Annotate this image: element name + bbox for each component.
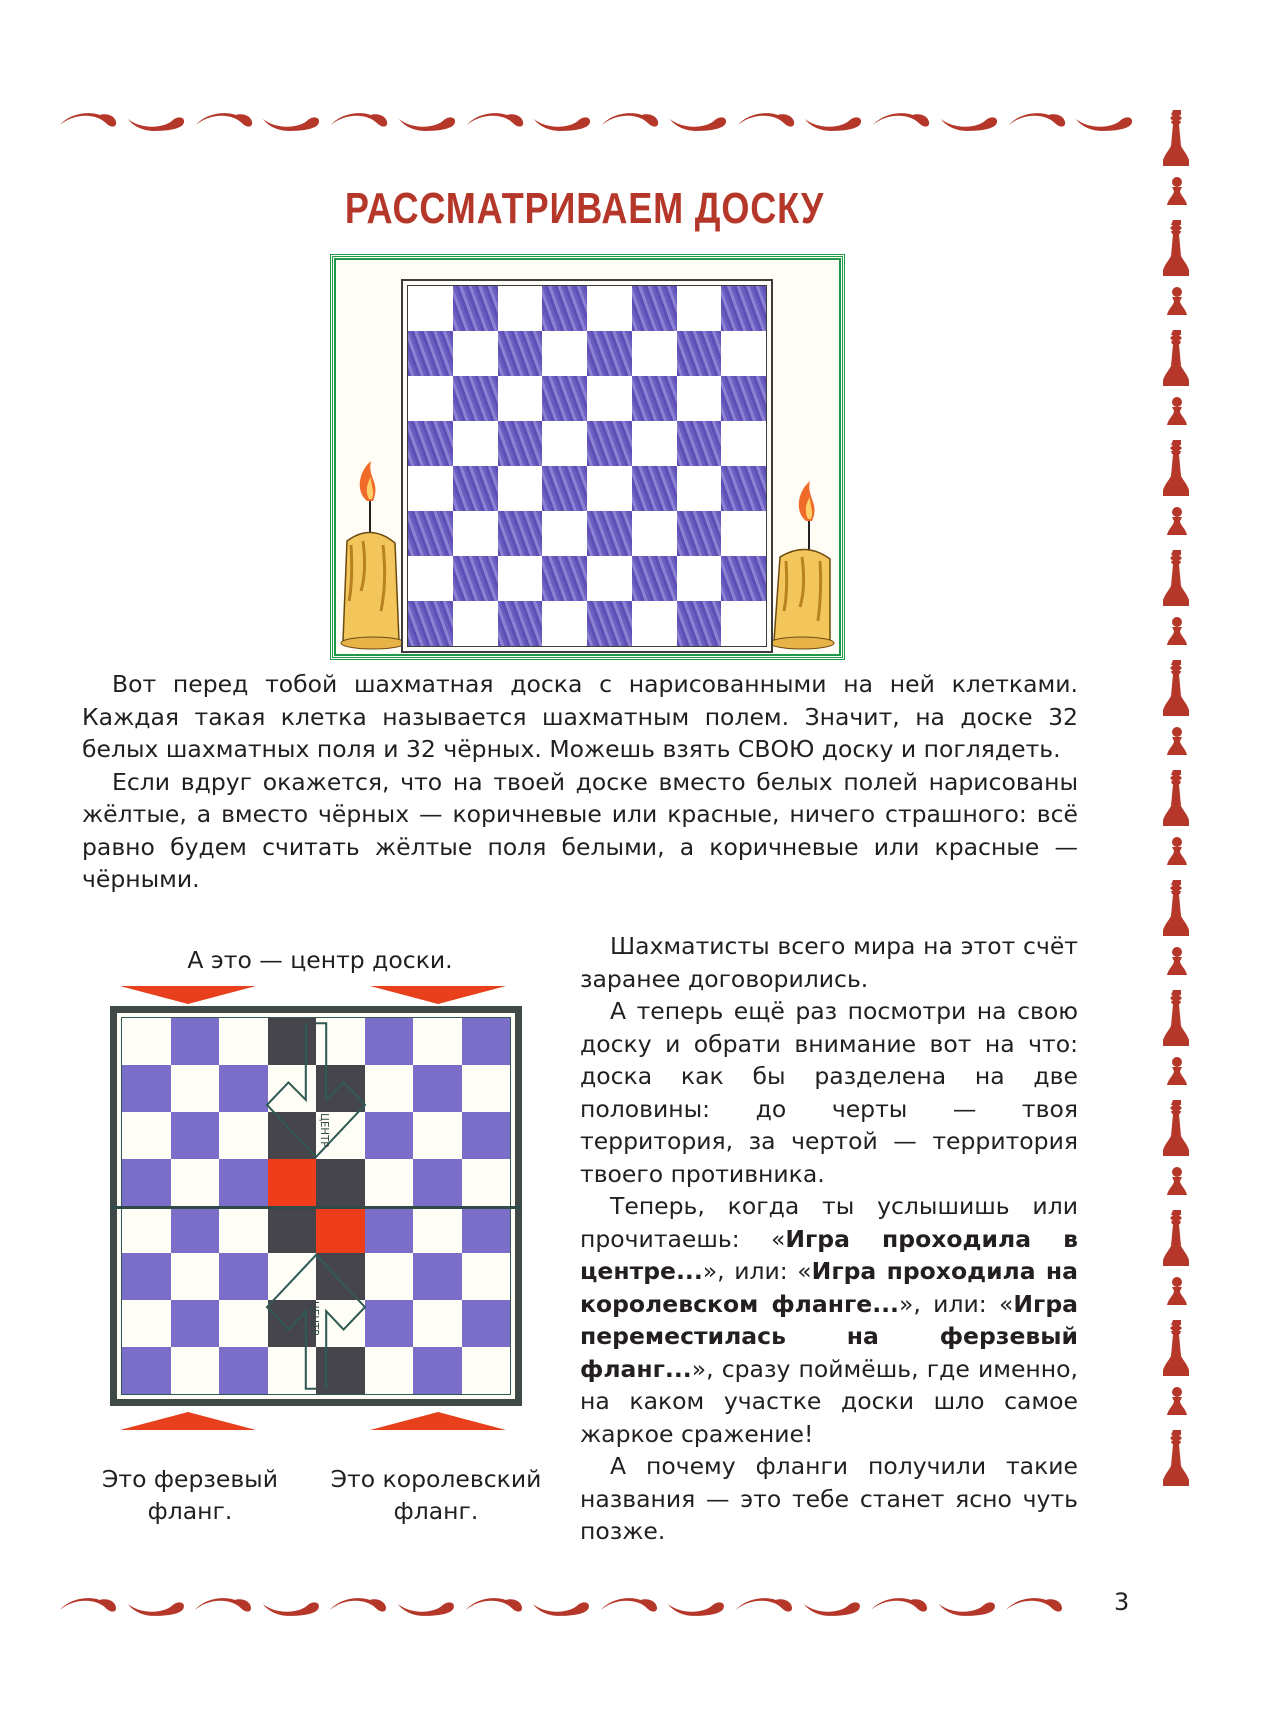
board-square	[453, 286, 498, 331]
board-square	[268, 1112, 317, 1159]
chessboard-frame	[401, 279, 773, 653]
board-square	[413, 1112, 462, 1159]
swash-icon	[1072, 109, 1136, 133]
swash-icon	[801, 109, 865, 133]
queen-flank-caption	[90, 1463, 290, 1527]
board-square	[171, 1206, 220, 1253]
text-span: Теперь, когда ты услышишь или прочитаешь: «	[580, 1192, 1078, 1253]
bottom-ornament-border	[56, 1591, 1066, 1621]
swash-icon	[327, 109, 391, 133]
board-square	[677, 286, 722, 331]
queen-flank-marker-icon	[120, 986, 256, 1004]
swash-icon	[259, 1594, 323, 1618]
chess-pawn-icon	[1166, 1386, 1188, 1416]
paragraph: Если вдруг окажется, что на твоей доске вместо белых полей нарисованы жёлтые, а вместо чёрных — коричневые или красные, ничего страшного: всё равно будем считать жёлтые поля белыми, а коричневые или красные — чёрными.	[82, 767, 1078, 893]
board-square	[721, 331, 766, 376]
board-square	[721, 466, 766, 511]
board-square	[498, 466, 543, 511]
board-square	[365, 1112, 414, 1159]
chess-queen-icon	[1163, 1428, 1191, 1488]
board-square	[268, 1347, 317, 1394]
swash-icon	[869, 109, 933, 133]
board-square	[677, 466, 722, 511]
board-square	[542, 511, 587, 556]
board-square	[171, 1347, 220, 1394]
paragraph	[580, 1190, 1078, 1450]
board-square	[721, 376, 766, 421]
board-square	[498, 556, 543, 601]
board-square	[632, 601, 677, 646]
board-square	[219, 1018, 268, 1065]
board-square	[587, 466, 632, 511]
chess-queen-icon	[1163, 328, 1191, 388]
board-square	[365, 1018, 414, 1065]
board-square	[122, 1018, 171, 1065]
intro-text	[82, 668, 1078, 896]
king-flank-marker-icon	[370, 986, 506, 1004]
board-dividing-line	[111, 1206, 521, 1209]
board-square	[498, 331, 543, 376]
svg-text:ЦЕНТР: ЦЕНТР	[307, 1300, 319, 1336]
caption-line: Это королевский	[330, 1465, 542, 1493]
swash-icon	[56, 1594, 120, 1618]
board-square	[316, 1018, 365, 1065]
board-square	[587, 601, 632, 646]
swash-icon	[734, 109, 798, 133]
swash-icon	[1005, 109, 1069, 133]
board-frame	[110, 1006, 522, 1406]
board-square	[316, 1112, 365, 1159]
board-square	[542, 421, 587, 466]
emphasis-phrase: Игра проходила в центре...	[580, 1224, 1078, 1285]
explanation-text	[580, 930, 1078, 1548]
board-square	[498, 511, 543, 556]
swash-icon	[326, 1594, 390, 1618]
board-square	[122, 1206, 171, 1253]
swash-icon	[1002, 1594, 1066, 1618]
chess-queen-icon	[1163, 658, 1191, 718]
board-square	[316, 1159, 365, 1206]
chess-pawn-icon	[1166, 286, 1188, 316]
page-title: РАССМАТРИВАЕМ ДОСКУ	[344, 184, 825, 233]
board-square	[632, 331, 677, 376]
board-square	[542, 466, 587, 511]
board-square	[721, 421, 766, 466]
board-square	[413, 1065, 462, 1112]
chess-pawn-icon	[1166, 836, 1188, 866]
swash-icon	[867, 1594, 931, 1618]
board-square	[122, 1300, 171, 1347]
board-square	[542, 556, 587, 601]
board-square	[122, 1253, 171, 1300]
board-square	[677, 421, 722, 466]
board-square	[219, 1253, 268, 1300]
swash-icon	[800, 1594, 864, 1618]
paragraph: Шахматисты всего мира на этот счёт заранее договорились.	[580, 932, 1078, 993]
board-square	[632, 376, 677, 421]
paragraph: Вот перед тобой шахматная доска с нарисованными на ней клетками. Каждая такая клетка называется шахматным полем. Значит, на доске 32 белых шахматных поля и 32 чёрных. Можешь взять СВОЮ доску и поглядеть.	[82, 670, 1078, 763]
board-square	[587, 286, 632, 331]
caption-line: Это ферзевый	[101, 1465, 279, 1493]
chess-queen-icon	[1163, 438, 1191, 498]
board-square	[677, 511, 722, 556]
board-square	[632, 466, 677, 511]
text-span: », сразу поймёшь, где именно, на каком участке доски шло самое жаркое сражение!	[580, 1354, 1078, 1448]
board-square	[453, 601, 498, 646]
swash-icon	[192, 109, 256, 133]
board-square	[721, 511, 766, 556]
board-square	[413, 1159, 462, 1206]
board-square	[721, 556, 766, 601]
chess-pawn-icon	[1166, 396, 1188, 426]
svg-text:ЦЕНТР: ЦЕНТР	[318, 1113, 330, 1148]
board-square	[122, 1159, 171, 1206]
board-square	[542, 286, 587, 331]
board-square	[721, 286, 766, 331]
board-square	[219, 1300, 268, 1347]
board-square	[171, 1159, 220, 1206]
board-square	[268, 1253, 317, 1300]
board-square	[462, 1159, 511, 1206]
page-number: 3	[1114, 1588, 1130, 1616]
board-square	[677, 376, 722, 421]
king-flank-caption	[316, 1463, 556, 1527]
chess-piece-border	[1157, 108, 1197, 1488]
board-square	[219, 1112, 268, 1159]
board-square	[453, 466, 498, 511]
chess-pawn-icon	[1166, 506, 1188, 536]
board-square	[453, 511, 498, 556]
board-square	[408, 466, 453, 511]
chess-pawn-icon	[1166, 946, 1188, 976]
board-square	[677, 331, 722, 376]
board-square	[542, 601, 587, 646]
swash-icon	[597, 1594, 661, 1618]
center-caption: А это — центр доски.	[187, 946, 453, 974]
board-square	[453, 421, 498, 466]
board-square	[219, 1206, 268, 1253]
board-square	[219, 1065, 268, 1112]
chess-queen-icon	[1163, 1098, 1191, 1158]
board-square	[316, 1300, 365, 1347]
board-square	[408, 601, 453, 646]
board-square	[268, 1065, 317, 1112]
board-square	[408, 511, 453, 556]
board-square	[219, 1347, 268, 1394]
text-span: », или: «	[898, 1289, 1014, 1318]
board-square	[122, 1065, 171, 1112]
swash-icon	[124, 1594, 188, 1618]
chess-queen-icon	[1163, 768, 1191, 828]
board-square	[542, 331, 587, 376]
board-square	[171, 1253, 220, 1300]
board-square	[413, 1253, 462, 1300]
board-square	[365, 1253, 414, 1300]
swash-icon	[664, 1594, 728, 1618]
swash-icon	[937, 109, 1001, 133]
swash-icon	[124, 109, 188, 133]
chess-queen-icon	[1163, 218, 1191, 278]
swash-icon	[56, 109, 120, 133]
board-square	[365, 1159, 414, 1206]
board-square	[462, 1065, 511, 1112]
board-square	[462, 1018, 511, 1065]
board-square	[462, 1300, 511, 1347]
board-square	[462, 1347, 511, 1394]
chessboard-illustration	[330, 254, 845, 660]
board-square	[408, 331, 453, 376]
board-square	[587, 331, 632, 376]
board-square	[365, 1065, 414, 1112]
board-square	[268, 1300, 317, 1347]
board-square	[171, 1300, 220, 1347]
board-square	[365, 1347, 414, 1394]
board-square	[268, 1018, 317, 1065]
swash-icon	[191, 1594, 255, 1618]
chess-pawn-icon	[1166, 1166, 1188, 1196]
board-square	[413, 1018, 462, 1065]
board-square	[316, 1065, 365, 1112]
chess-queen-icon	[1163, 1208, 1191, 1268]
swash-icon	[598, 109, 662, 133]
board-square	[462, 1253, 511, 1300]
caption-line: фланг.	[393, 1497, 479, 1525]
board-square	[413, 1300, 462, 1347]
chess-pawn-icon	[1166, 726, 1188, 756]
board-square	[171, 1065, 220, 1112]
board-square	[408, 556, 453, 601]
chessboard-grid	[407, 285, 767, 647]
chess-pawn-icon	[1166, 1276, 1188, 1306]
swash-icon	[530, 109, 594, 133]
board-square	[498, 286, 543, 331]
center-square	[316, 1206, 365, 1253]
board-square	[498, 601, 543, 646]
board-square	[721, 601, 766, 646]
board-square	[171, 1112, 220, 1159]
paragraph: А теперь ещё раз посмотри на свою доску и обрати внимание вот на что: доска как бы разделена на две половины: до черты — твоя территория, за чертой — территория твоего противника.	[580, 997, 1078, 1188]
board-square	[316, 1347, 365, 1394]
board-square	[587, 421, 632, 466]
board-square	[542, 376, 587, 421]
swash-icon	[666, 109, 730, 133]
text-span: », или: «	[702, 1257, 812, 1285]
swash-icon	[395, 109, 459, 133]
paragraph: А почему фланги получили такие названия — это тебе станет ясно чуть позже.	[580, 1452, 1078, 1545]
swash-icon	[463, 109, 527, 133]
board-square	[408, 421, 453, 466]
board-square	[677, 556, 722, 601]
board-square	[632, 421, 677, 466]
board-square	[587, 376, 632, 421]
board-square	[408, 376, 453, 421]
board-square	[122, 1347, 171, 1394]
board-square	[677, 601, 722, 646]
chess-queen-icon	[1163, 1318, 1191, 1378]
swash-icon	[529, 1594, 593, 1618]
emphasis-phrase: Игра переместилась на ферзевый фланг...	[580, 1289, 1078, 1383]
candle-icon	[766, 461, 836, 651]
swash-icon	[462, 1594, 526, 1618]
board-square	[171, 1018, 220, 1065]
chess-queen-icon	[1163, 548, 1191, 608]
chess-pawn-icon	[1166, 1056, 1188, 1086]
board-square	[365, 1300, 414, 1347]
board-center-diagram	[108, 986, 528, 1436]
chess-queen-icon	[1163, 988, 1191, 1048]
board-square	[413, 1206, 462, 1253]
board-square	[462, 1112, 511, 1159]
board-square	[453, 331, 498, 376]
board-square	[219, 1159, 268, 1206]
queen-flank-marker-icon	[120, 1412, 256, 1430]
board-square	[365, 1206, 414, 1253]
swash-icon	[259, 109, 323, 133]
board-square	[316, 1253, 365, 1300]
chess-queen-icon	[1163, 878, 1191, 938]
board-square	[587, 556, 632, 601]
board-square	[587, 511, 632, 556]
top-ornament-border	[56, 106, 1136, 136]
chess-pawn-icon	[1166, 176, 1188, 206]
emphasis-phrase: Игра проходила на королевском фланге...	[580, 1257, 1078, 1318]
swash-icon	[935, 1594, 999, 1618]
board-square	[498, 421, 543, 466]
board-square	[462, 1206, 511, 1253]
board-square	[413, 1347, 462, 1394]
center-square	[268, 1159, 317, 1206]
swash-icon	[732, 1594, 796, 1618]
board-square	[632, 286, 677, 331]
board-square	[453, 556, 498, 601]
chess-pawn-icon	[1166, 616, 1188, 646]
swash-icon	[394, 1594, 458, 1618]
board-square	[122, 1112, 171, 1159]
board-square	[498, 376, 543, 421]
board-square	[632, 556, 677, 601]
board-square	[408, 286, 453, 331]
king-flank-marker-icon	[370, 1412, 506, 1430]
board-square	[453, 376, 498, 421]
candle-icon	[337, 461, 407, 651]
caption-line: фланг.	[147, 1497, 233, 1525]
board-square	[632, 511, 677, 556]
board-square	[268, 1206, 317, 1253]
chess-queen-icon	[1163, 108, 1191, 168]
